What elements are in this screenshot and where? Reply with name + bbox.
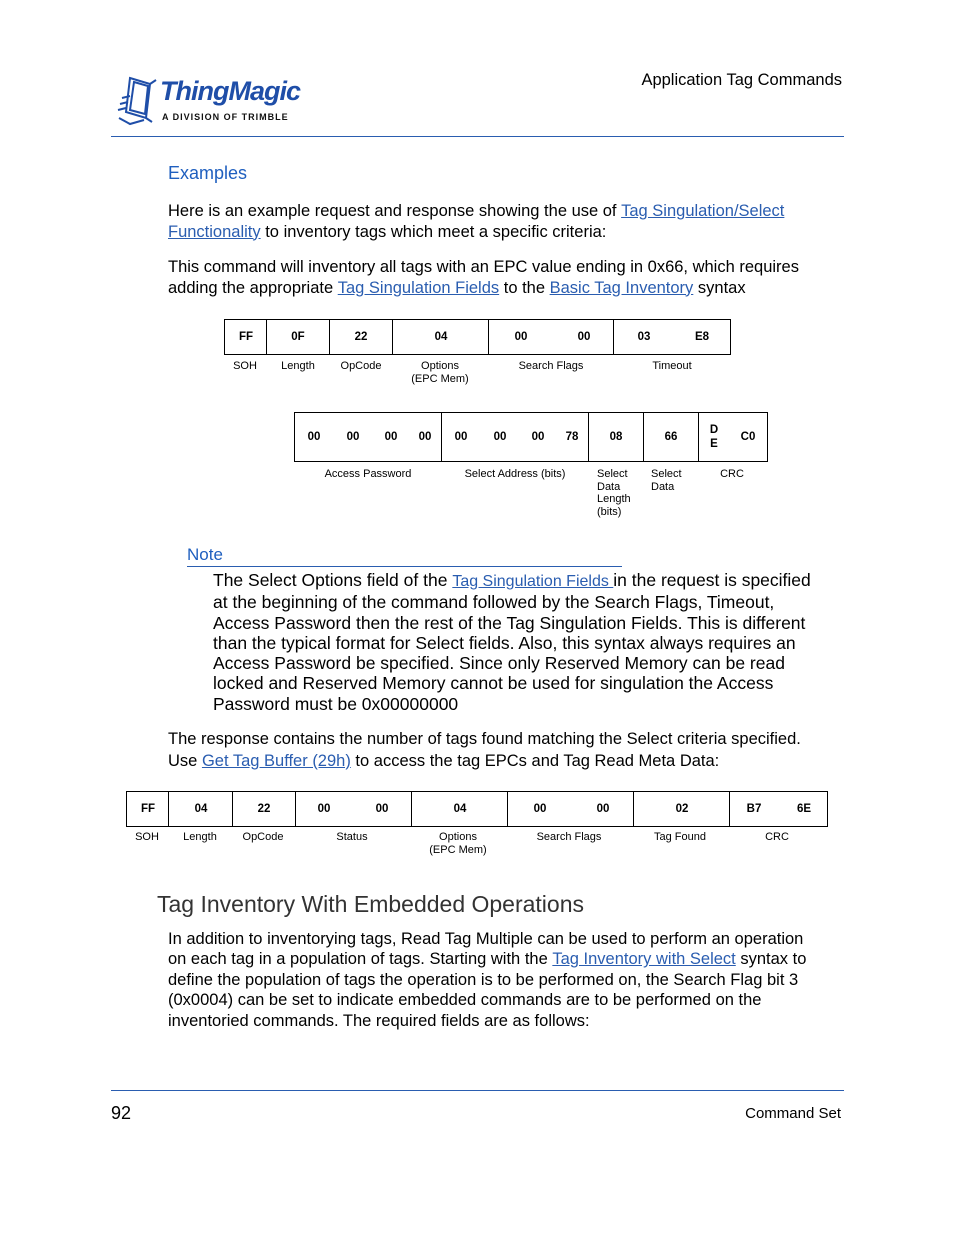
- text: on each tag in a population of tags. Starting with the: [168, 950, 553, 969]
- field-label: SOH: [135, 831, 159, 843]
- field-cell: [169, 792, 233, 826]
- text: Password must be 0x00000000: [213, 693, 459, 714]
- byte: D E: [709, 424, 719, 450]
- text: than the typical format for Select fields. Also, this syntax always requires an: [213, 632, 796, 653]
- byte: E8: [694, 331, 710, 343]
- response-table: [126, 791, 828, 827]
- logo-tagline: A DIVISION OF TRIMBLE: [162, 112, 289, 122]
- note-rule: [187, 566, 622, 567]
- text: inventoried commands. The required fields are as follows:: [168, 1011, 590, 1030]
- text: locked and Reserved Memory cannot be used for singulation the Access: [213, 673, 774, 694]
- field-cell: [508, 792, 634, 826]
- byte: 08: [609, 431, 623, 443]
- text: Access Password then the rest of the Tag Singulation Fields. This is different: [213, 612, 806, 633]
- byte: 04: [194, 803, 208, 815]
- paragraph-response: [168, 728, 838, 772]
- link-functionality[interactable]: Functionality: [168, 222, 261, 241]
- text: adding the appropriate: [168, 278, 338, 297]
- field-cell: [614, 320, 731, 354]
- byte: 02: [675, 803, 689, 815]
- request-table-1: [224, 319, 731, 355]
- paragraph-embedded-operations: [168, 929, 838, 1031]
- field-label: Select Data: [651, 468, 682, 493]
- field-label: Status: [336, 831, 368, 843]
- field-cell: [267, 320, 330, 354]
- byte: 22: [354, 331, 368, 343]
- text: to access the tag EPCs and Tag Read Meta Data:: [350, 752, 720, 770]
- byte: 00: [514, 331, 528, 343]
- page-number: 92: [111, 1103, 132, 1123]
- paragraph-select-command: [168, 257, 838, 298]
- text: The response contains the number of tags found matching the Select criteria specified.: [168, 730, 801, 748]
- field-cell: [589, 413, 644, 461]
- field-cell: [127, 792, 169, 826]
- field-label: Select Data Length (bits): [597, 468, 631, 518]
- byte: 00: [346, 431, 360, 443]
- byte: 00: [317, 803, 331, 815]
- byte: B7: [746, 803, 762, 815]
- byte: 00: [454, 431, 468, 443]
- byte: FF: [140, 803, 156, 815]
- examples-heading: Examples: [168, 163, 248, 183]
- text: syntax to: [735, 950, 807, 969]
- field-label: Select Address (bits): [464, 468, 566, 480]
- byte: 00: [307, 431, 321, 443]
- field-cell: [412, 792, 508, 826]
- field-cell: [225, 320, 267, 354]
- header-rule: [111, 136, 844, 137]
- text: Access Password be specified. Since only Reserved Memory can be read: [213, 653, 785, 674]
- text: The Select Options field of the: [213, 570, 453, 590]
- text: In addition to inventorying tags, Read Tag Multiple can be used to perform an operation: [168, 930, 804, 948]
- byte: 22: [257, 803, 271, 815]
- byte: 0F: [291, 331, 305, 343]
- logo: [116, 74, 316, 130]
- field-cell: [296, 792, 412, 826]
- field-label: CRC: [720, 468, 744, 480]
- field-cell: [489, 320, 614, 354]
- byte: 04: [453, 803, 467, 815]
- text: syntax: [693, 278, 746, 297]
- text: This command will inventory all tags with an EPC value ending in 0x66, which requires: [168, 258, 799, 276]
- field-cell: [699, 413, 768, 461]
- byte: 00: [531, 431, 545, 443]
- text: in the request is specified: [613, 570, 811, 590]
- byte: 04: [434, 331, 448, 343]
- field-label: Length: [281, 360, 315, 372]
- field-cell: [644, 413, 699, 461]
- thingmagic-logo-icon: [116, 74, 160, 130]
- byte: 78: [565, 431, 579, 443]
- section-heading: Tag Inventory With Embedded Operations: [157, 891, 585, 917]
- field-label: Access Password: [324, 468, 412, 480]
- text: (0x0004) can be set to indicate embedded commands are to be performed on the: [168, 991, 762, 1010]
- link-tag-singulation-select[interactable]: Tag Singulation/Select: [621, 202, 785, 220]
- byte: 00: [533, 803, 547, 815]
- byte: 00: [375, 803, 389, 815]
- link-get-tag-buffer[interactable]: Get Tag Buffer (29h): [201, 752, 351, 770]
- text: at the beginning of the command followed by the Search Flags, Timeout,: [213, 592, 775, 613]
- byte: FF: [238, 331, 254, 343]
- link-tag-inventory-with-select[interactable]: Tag Inventory with Select: [552, 950, 736, 969]
- field-cell: [730, 792, 828, 826]
- field-label: Options (EPC Mem): [411, 360, 469, 385]
- field-label: Options (EPC Mem): [429, 831, 487, 856]
- byte: 00: [596, 803, 610, 815]
- request-table-2: [294, 412, 768, 462]
- text: to the: [499, 278, 550, 297]
- field-label: OpCode: [242, 831, 284, 843]
- footer-section-title: Command Set: [745, 1105, 841, 1122]
- byte: 66: [664, 431, 678, 443]
- byte: 00: [577, 331, 591, 343]
- logo-name: ThingMagic: [160, 76, 300, 106]
- text: to inventory tags which meet a specific criteria:: [260, 222, 607, 241]
- byte: 6E: [796, 803, 812, 815]
- field-label: CRC: [765, 831, 789, 843]
- field-label: OpCode: [340, 360, 382, 372]
- field-label: Tag Found: [654, 831, 706, 843]
- note-heading: Note: [187, 545, 223, 564]
- field-cell: [295, 413, 442, 461]
- field-label: Timeout: [652, 360, 692, 372]
- field-cell: [393, 320, 489, 354]
- paragraph-intro: [168, 201, 838, 242]
- field-cell: [442, 413, 589, 461]
- byte: 03: [637, 331, 651, 343]
- field-label: SOH: [233, 360, 257, 372]
- byte: 00: [384, 431, 398, 443]
- footer-rule: [111, 1090, 844, 1091]
- byte: 00: [493, 431, 507, 443]
- byte: C0: [740, 431, 756, 443]
- text: Use: [168, 752, 202, 770]
- field-cell: [330, 320, 393, 354]
- field-label: Search Flags: [518, 360, 584, 372]
- text: define the population of tags the operation is to be performed on, the Search Flag bit 3: [168, 970, 799, 989]
- field-label: Search Flags: [536, 831, 602, 843]
- link-basic-tag-inventory[interactable]: Basic Tag Inventory: [549, 278, 694, 297]
- link-tag-singulation-fields-note[interactable]: Tag Singulation Fields: [452, 573, 614, 590]
- link-tag-singulation-fields[interactable]: Tag Singulation Fields: [337, 278, 500, 297]
- field-label: Length: [183, 831, 217, 843]
- byte: 00: [418, 431, 432, 443]
- field-cell: [233, 792, 296, 826]
- header-section-title: Application Tag Commands: [641, 71, 842, 89]
- text: Here is an example request and response showing the use of: [168, 202, 622, 220]
- field-cell: [634, 792, 730, 826]
- note-body: [213, 570, 843, 714]
